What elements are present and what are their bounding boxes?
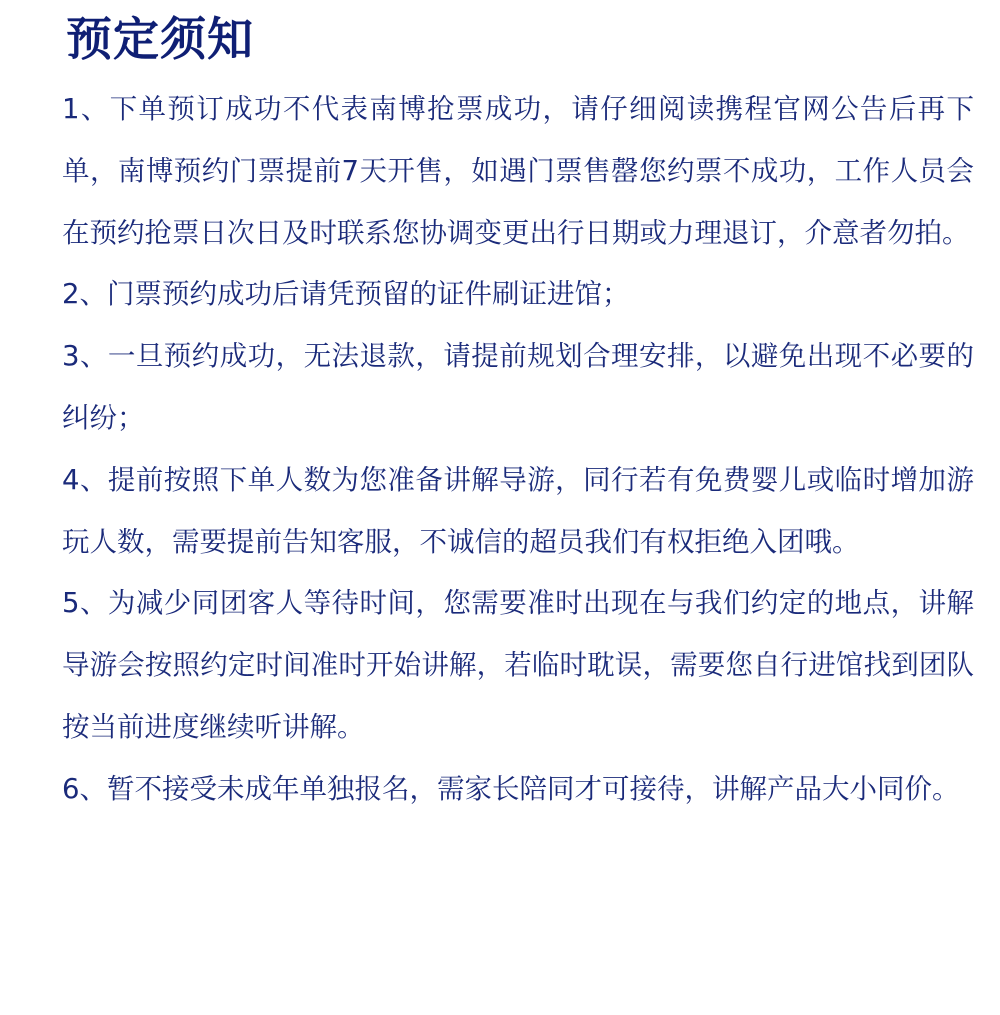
notice-item-6: 6、暂不接受未成年单独报名，需家长陪同才可接待，讲解产品大小同价。	[62, 772, 960, 805]
notice-item-5: 5、为减少同团客人等待时间，您需要准时出现在与我们约定的地点，讲解导游会按照约定时间准时开始讲解，若临时耽误，需要您自行进馆找到团队按当前进度继续听讲解。	[62, 587, 974, 743]
notice-item-4: 4、提前按照下单人数为您准备讲解导游，同行若有免费婴儿或临时增加游玩人数，需要提前告知客服，不诚信的超员我们有权拒绝入团哦。	[62, 463, 974, 558]
notice-item-2: 2、门票预约成功后请凭预留的证件刷证进馆；	[62, 278, 630, 311]
notice-item-3: 3、一旦预约成功，无法退款，请提前规划合理安排，以避免出现不必要的纠纷；	[62, 340, 974, 434]
page-title: 预定须知	[66, 12, 254, 66]
notice-list	[62, 79, 974, 821]
notice-item-1: 1、下单预订成功不代表南博抢票成功，请仔细阅读携程官网公告后再下单，南博预约门票提前7天开售，如遇门票售罄您约票不成功，工作人员会在预约抢票日次日及时联系您协调变更出行日期或力理退订，介意者勿拍。	[62, 93, 974, 249]
